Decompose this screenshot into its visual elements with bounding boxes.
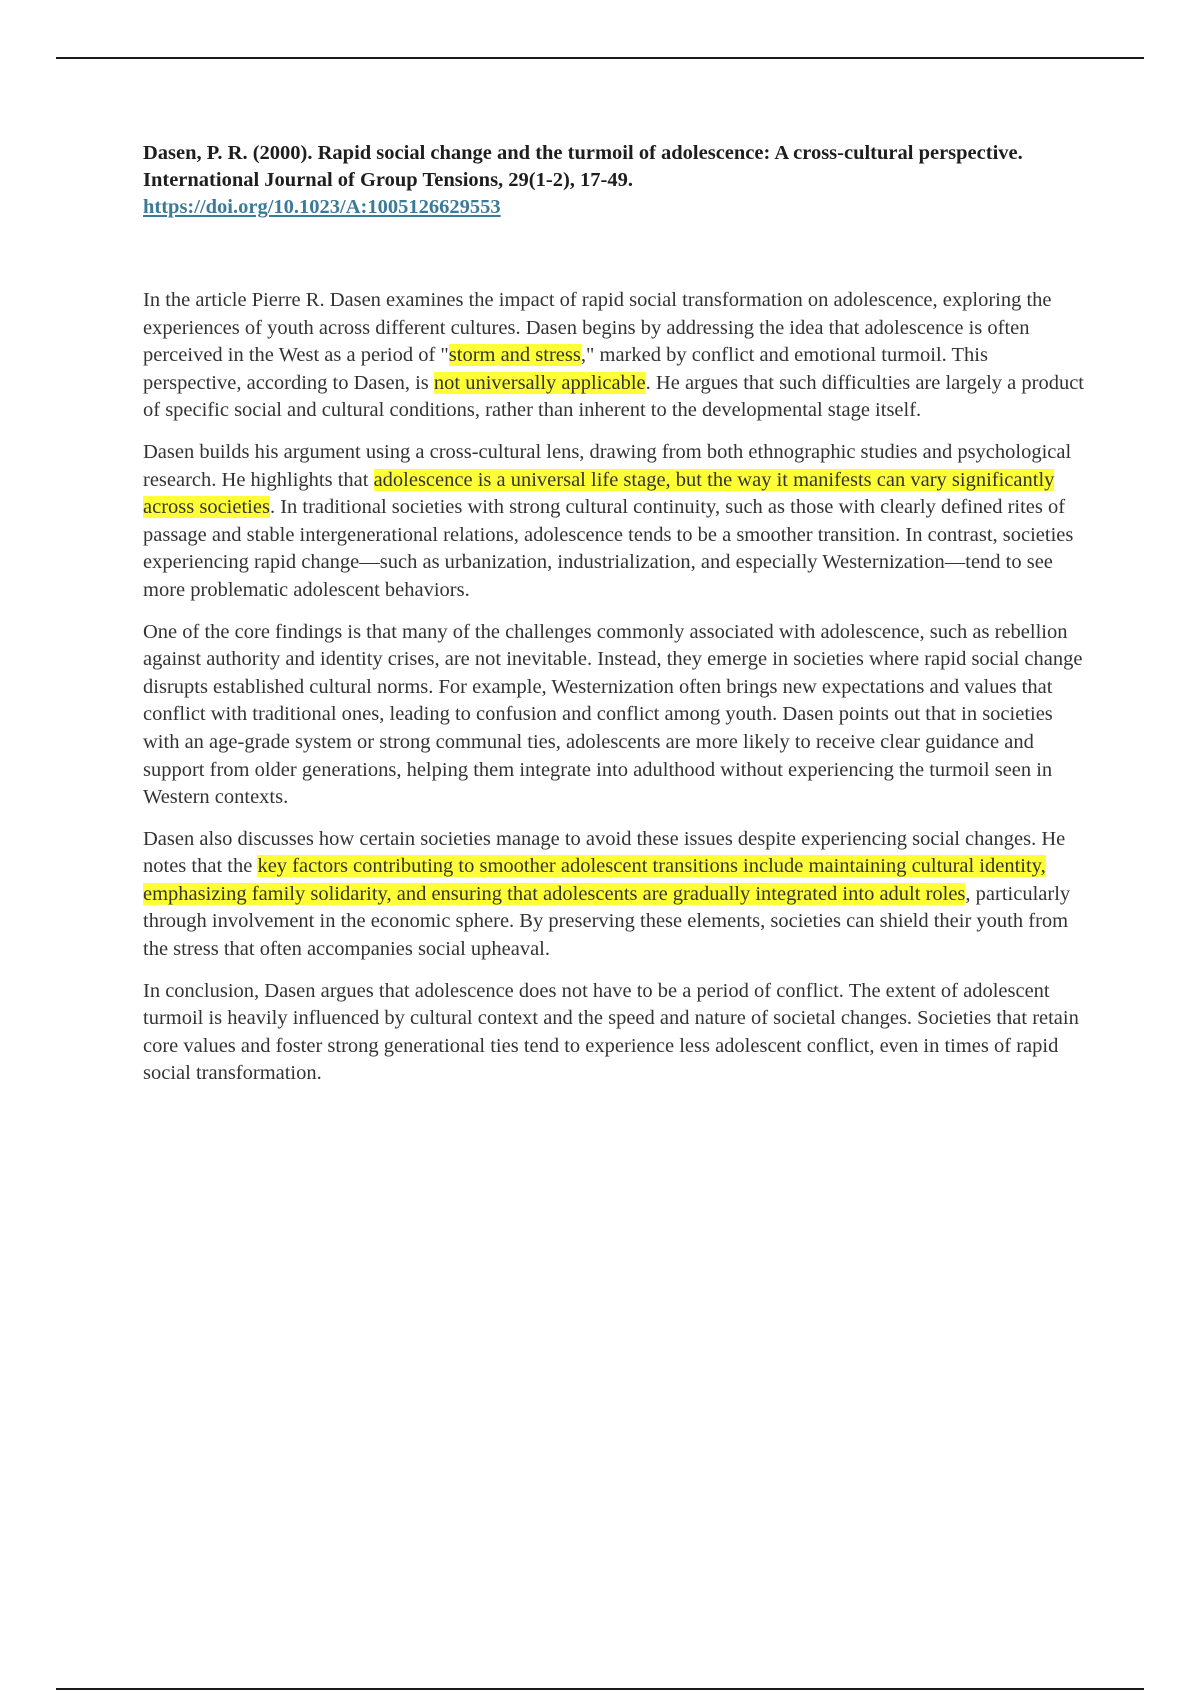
paragraph-text: ," marked by conflict and emotional turmoil. This perspective, according to Dasen, is xyxy=(143,344,988,394)
highlighted-text: storm and stress xyxy=(448,344,581,367)
paragraph-text: , particularly through involvement in the economic sphere. By preserving these elements, societies can shield their youth from the stress that often accompanies social upheaval. xyxy=(143,882,1071,961)
highlighted-text: not universally applicable xyxy=(433,371,646,394)
highlighted-text: key factors contributing to smoother adolescent transitions include maintaining cultural identity, emphasizing family solidarity, and ensuring that adolescents are gradually integrated into adult roles xyxy=(143,855,1046,905)
citation xyxy=(143,140,1088,221)
paragraph-text: . In traditional societies with strong cultural continuity, such as those with clearly defined rites of passage and stable intergenerational relations, adolescence tends to be a smoother transition. In contrast, societies experiencing rapid change—such as urbanization, industrialization, and especially Westernization—tend to see more problematic adolescent behaviors. xyxy=(143,496,1074,601)
paragraph xyxy=(143,978,1088,1088)
paragraph-text: . He argues that such difficulties are largely a product of specific social and cultural conditions, rather than inherent to the developmental stage itself. xyxy=(143,371,1084,422)
summary-paragraphs xyxy=(143,287,1088,1088)
doi-link[interactable]: https://doi.org/10.1023/A:1005126629553 xyxy=(143,196,501,218)
paragraph-text: One of the core findings is that many of the challenges commonly associated with adolescence, such as rebellion against authority and identity crises, are not inevitable. Instead, they emerge in societies where rapid social change disrupts established cultural norms. For example, Westernization often brings new expectations and values that conflict with traditional ones, leading to confusion and conflict among youth. Dasen points out that in societies with an age-grade system or strong communal ties, adolescents are more likely to receive clear guidance and support from older generations, helping them integrate into adulthood without experiencing the turmoil seen in Western contexts. xyxy=(143,620,1083,809)
paragraph xyxy=(143,619,1088,812)
paragraph-text: Dasen builds his argument using a cross-cultural lens, drawing from both ethnographic studies and psychological research. He highlights that xyxy=(143,440,1072,491)
paragraph-text: In conclusion, Dasen argues that adolescence does not have to be a period of conflict. The extent of adolescent turmoil is heavily influenced by cultural context and the speed and nature of societal changes. Societies that retain core values and foster strong generational ties tend to experience less adolescent conflict, even in times of rapid social transformation. xyxy=(143,979,1079,1085)
paragraph xyxy=(143,826,1088,964)
paragraph-text: In the article Pierre R. Dasen examines the impact of rapid social transformation on adolescence, exploring the experiences of youth across different cultures. Dasen begins by addressing the idea that adolescence is often perceived in the West as a period of " xyxy=(143,289,1052,367)
header-rule xyxy=(56,57,1144,59)
document-body xyxy=(143,140,1088,1102)
paragraph xyxy=(143,287,1088,425)
paragraph-text: Dasen also discusses how certain societies manage to avoid these issues despite experiencing social changes. He notes that the xyxy=(143,827,1066,878)
paragraph xyxy=(143,439,1088,605)
citation-text: Dasen, P. R. (2000). Rapid social change and the turmoil of adolescence: A cross-cultural perspective. International Journal of Group Tensions, 29(1-2), 17-49. xyxy=(143,142,1023,191)
highlighted-text: adolescence is a universal life stage, but the way it manifests can vary significantly across societies xyxy=(143,468,1055,519)
footer-rule xyxy=(56,1688,1144,1690)
